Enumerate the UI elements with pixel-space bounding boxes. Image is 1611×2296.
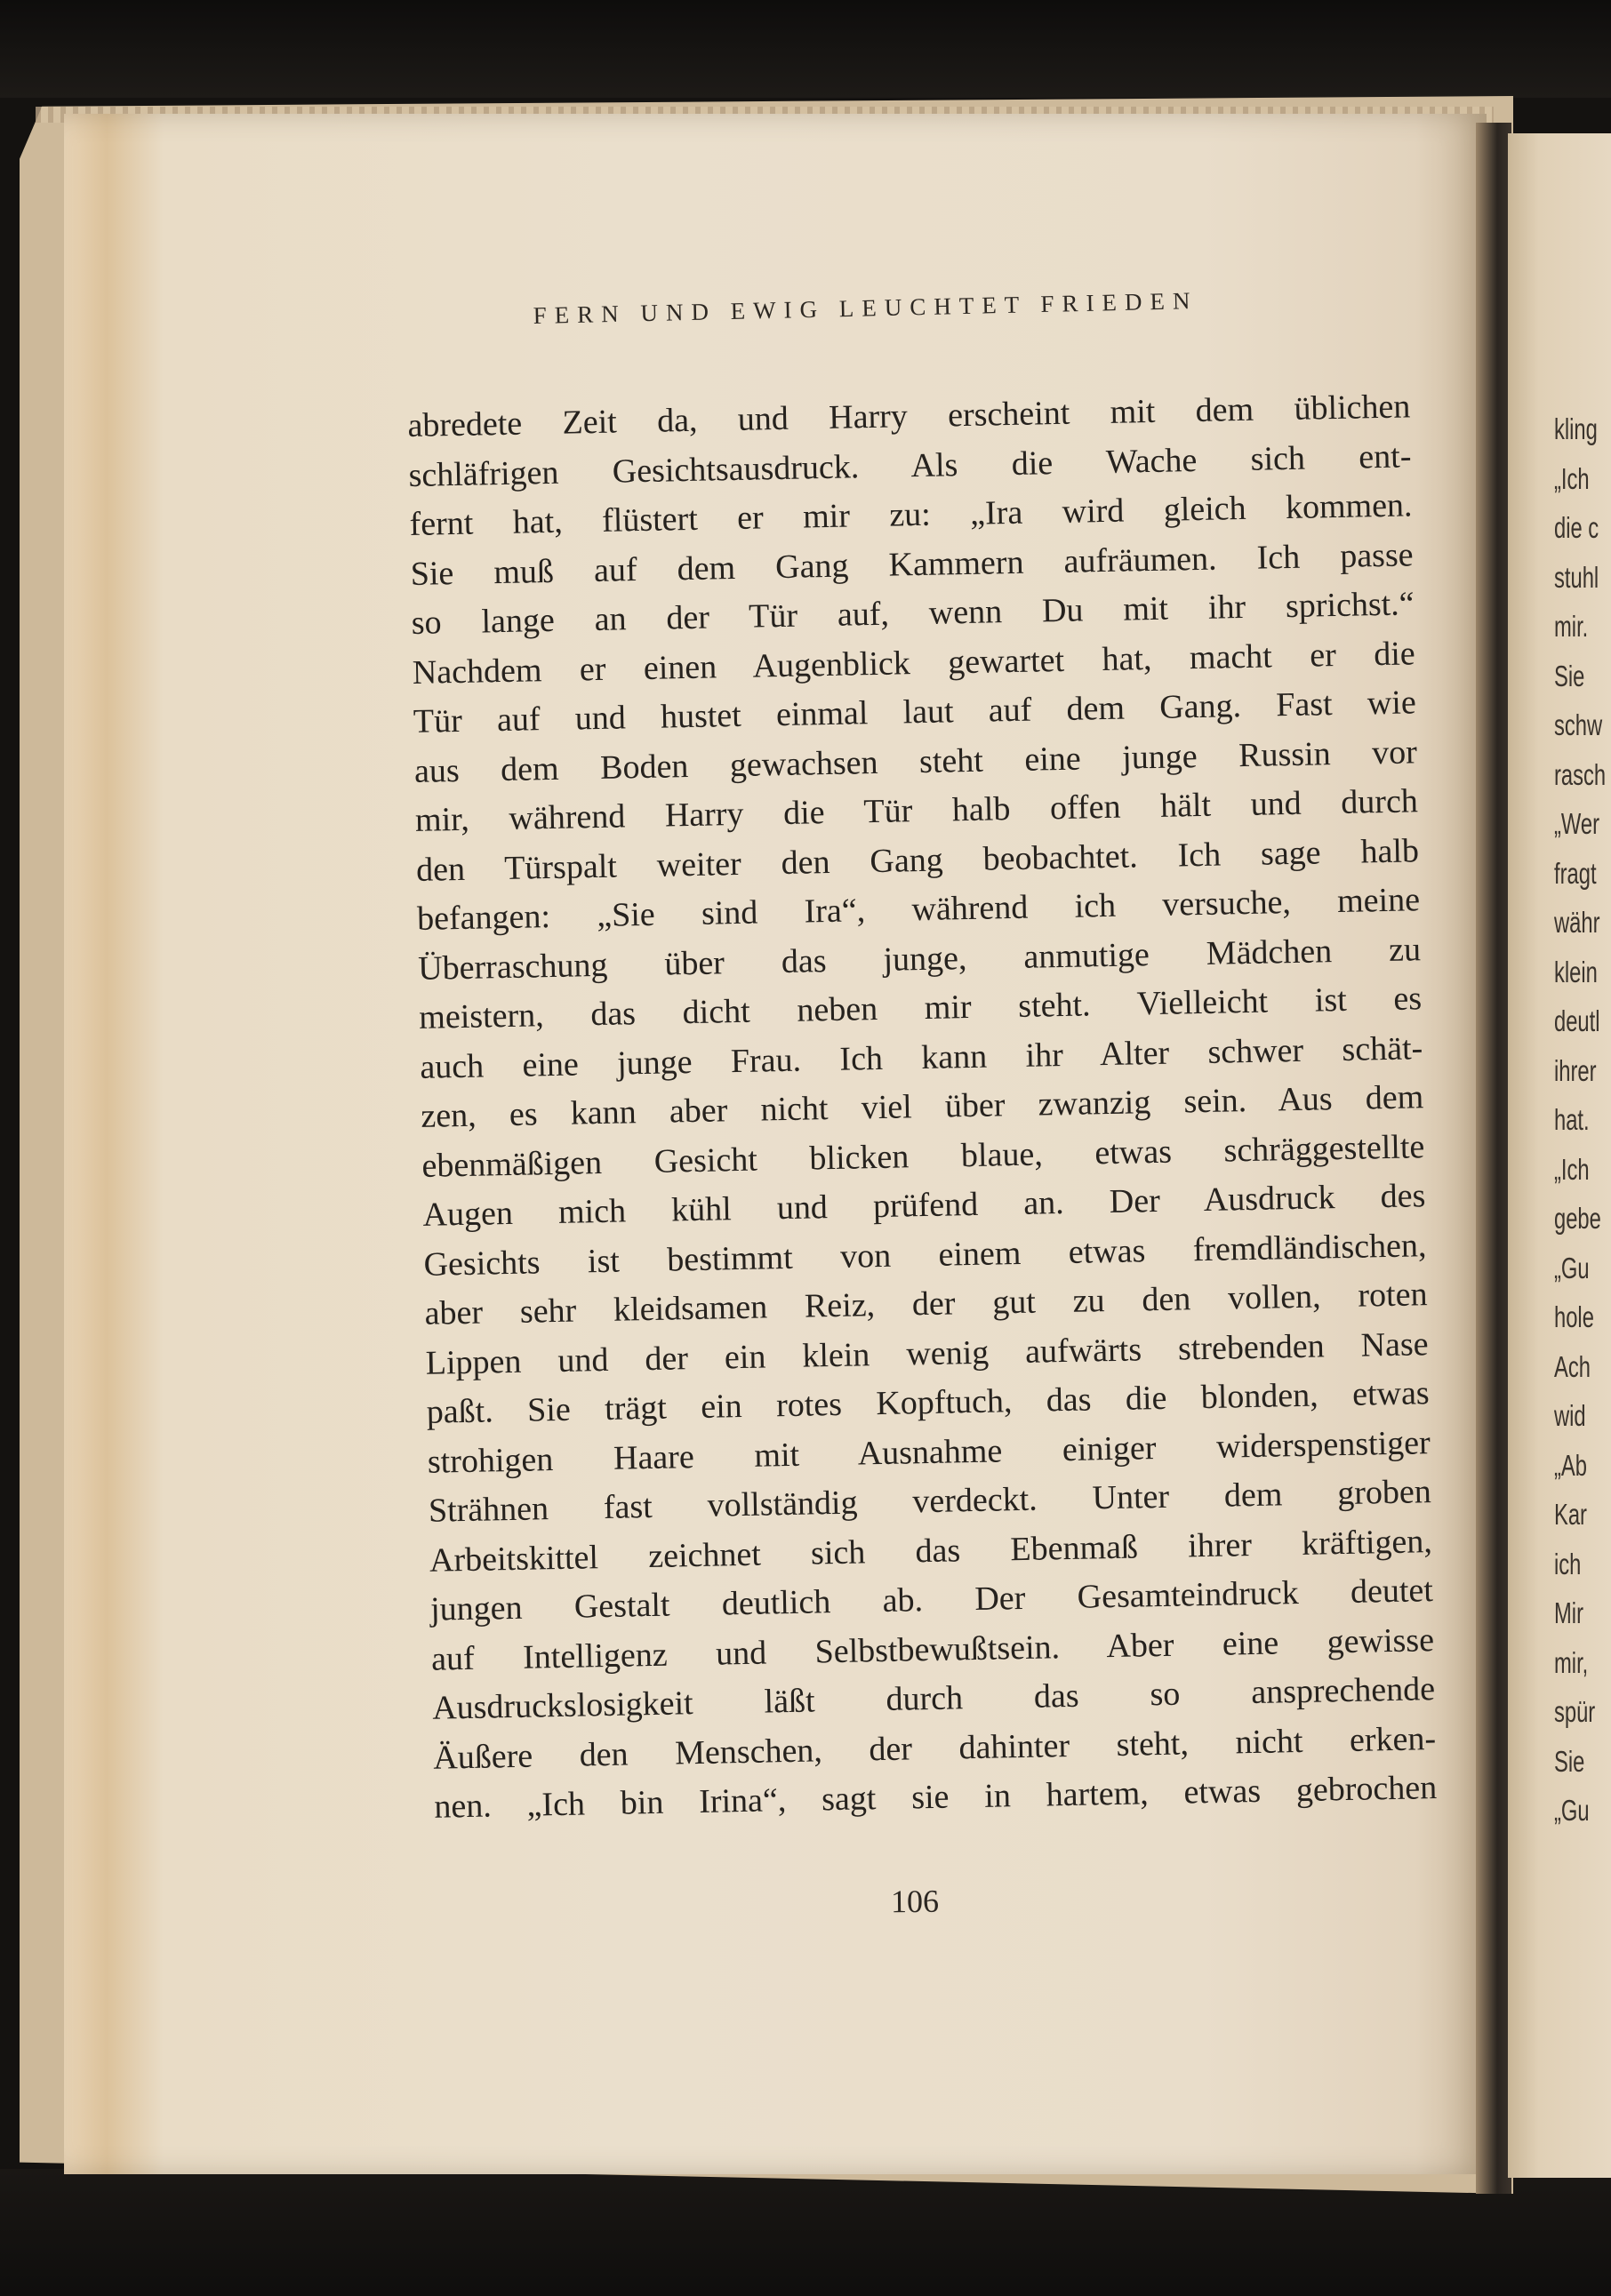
facing-page-fragment: Sie bbox=[1554, 1744, 1585, 1778]
text-line: aus dem Boden gewachsen steht eine junge Russin vor bbox=[413, 732, 1418, 790]
text-line: schläfrigen Gesichtsausdruck. Als die Wache sich ent- bbox=[408, 436, 1412, 494]
facing-page-fragment: fragt bbox=[1554, 856, 1597, 890]
text-line: Strähnen fast vollständig verdeckt. Unter dem groben bbox=[428, 1473, 1432, 1530]
text-line: Lippen und der ein klein wenig aufwärts strebenden Nase bbox=[425, 1324, 1429, 1382]
running-head: FERN UND EWIG LEUCHTET FRIEDEN bbox=[533, 287, 1198, 329]
text-line: so lange an der Tür auf, wenn Du mit ihr sprichst.“ bbox=[411, 585, 1415, 642]
facing-page-fragment: „Ich bbox=[1554, 461, 1590, 495]
facing-page-fragment: Mir bbox=[1554, 1596, 1583, 1629]
text-line: Äußere den Menschen, der dahinter steht, nicht erken- bbox=[432, 1719, 1437, 1777]
facing-page-fragment: Sie bbox=[1554, 659, 1585, 692]
facing-page-fragment: stuhl bbox=[1554, 560, 1599, 594]
facing-page-fragment: „Gu bbox=[1554, 1794, 1590, 1827]
text-line: Sie muß auf dem Gang Kammern aufräumen. Ich passe bbox=[410, 535, 1414, 593]
text-line: abredete Zeit da, und Harry erscheint mit dem üblichen bbox=[407, 388, 1411, 444]
facing-page-fragment: mir, bbox=[1554, 1645, 1589, 1679]
facing-page-fragment: rasch bbox=[1554, 757, 1607, 791]
text-line: aber sehr kleidsamen Reiz, der gut zu den vollen, roten bbox=[424, 1276, 1428, 1332]
text-line: auf Intelligenz und Selbstbewußtsein. Aber eine gewisse bbox=[430, 1620, 1435, 1678]
facing-page-fragment: hat. bbox=[1554, 1103, 1590, 1136]
text-line: mir, während Harry die Tür halb offen hält und durch bbox=[414, 782, 1419, 839]
facing-page-fragment: „Gu bbox=[1554, 1251, 1590, 1284]
facing-page-fragment: hole bbox=[1554, 1300, 1594, 1333]
text-line: strohigen Haare mit Ausnahme einiger widerspenstiger bbox=[427, 1423, 1431, 1481]
text-line: Arbeitskittel zeichnet sich das Ebenmaß ihrer kräftigen, bbox=[429, 1522, 1433, 1580]
text-line: nen. „Ich bin Irina“, sagt sie in hartem, etwas gebrochen bbox=[433, 1769, 1438, 1826]
text-line: Gesichts ist bestimmt von einem etwas fremdländischen, bbox=[423, 1226, 1427, 1284]
text-line: zen, es kann aber nicht viel über zwanzig sein. Aus dem bbox=[421, 1078, 1424, 1135]
text-line: Ausdruckslosigkeit läßt durch das so ansprechende bbox=[431, 1670, 1436, 1727]
dark-background-top bbox=[0, 0, 1611, 98]
page-number: 106 bbox=[890, 1883, 940, 1920]
facing-page-fragment: wid bbox=[1554, 1399, 1586, 1432]
facing-page-fragment: „Ab bbox=[1554, 1448, 1587, 1482]
text-line: Nachdem er einen Augenblick gewartet hat, macht er die bbox=[412, 634, 1416, 692]
text-line: Überraschung über das junge, anmutige Mädchen zu bbox=[417, 930, 1422, 988]
facing-page-fragment: schw bbox=[1554, 708, 1603, 741]
facing-page-fragment: kling bbox=[1554, 412, 1598, 445]
facing-page-fragment: ich bbox=[1554, 1547, 1582, 1580]
facing-page-fragment: gebe bbox=[1554, 1202, 1601, 1235]
text-line: auch eine junge Frau. Ich kann ihr Alter schwer schät- bbox=[419, 1028, 1423, 1086]
body-text bbox=[407, 382, 1438, 1832]
facing-page-fragment: währ bbox=[1554, 906, 1600, 939]
text-line: fernt hat, flüstert er mir zu: „Ira wird gleich kommen. bbox=[409, 486, 1413, 543]
facing-page-fragment: spür bbox=[1554, 1695, 1596, 1728]
facing-page-fragment: „Wer bbox=[1554, 807, 1600, 840]
text-line: den Türspalt weiter den Gang beobachtet. Ich sage halb bbox=[415, 831, 1420, 889]
facing-page-fragment: deutl bbox=[1554, 1004, 1600, 1037]
facing-page-fragment: Kar bbox=[1554, 1498, 1587, 1531]
text-line: paßt. Sie trägt ein rotes Kopftuch, das die blonden, etwas bbox=[426, 1374, 1431, 1431]
book-gutter bbox=[1476, 123, 1511, 2194]
facing-page-text bbox=[1554, 404, 1611, 1836]
text-line: Tür auf und hustet einmal laut auf dem Gang. Fast wie bbox=[413, 684, 1417, 740]
facing-page-fragment: mir. bbox=[1554, 610, 1589, 643]
facing-page-fragment: klein bbox=[1554, 955, 1598, 988]
text-line: jungen Gestalt deutlich ab. Der Gesamteindruck deutet bbox=[429, 1572, 1434, 1628]
facing-page-fragment: Ach bbox=[1554, 1349, 1591, 1383]
text-line: befangen: „Sie sind Ira“, während ich versuche, meine bbox=[416, 881, 1421, 938]
facing-page-fragment: „Ich bbox=[1554, 1152, 1590, 1186]
facing-page-fragment: die c bbox=[1554, 511, 1599, 544]
text-line: Augen mich kühl und prüfend an. Der Ausdruck des bbox=[422, 1177, 1426, 1234]
text-line: ebenmäßigen Gesicht blicken blaue, etwas schräggestellte bbox=[421, 1127, 1425, 1185]
facing-page-fragment: ihrer bbox=[1554, 1053, 1597, 1087]
text-line: meistern, das dicht neben mir steht. Vielleicht ist es bbox=[418, 980, 1423, 1036]
